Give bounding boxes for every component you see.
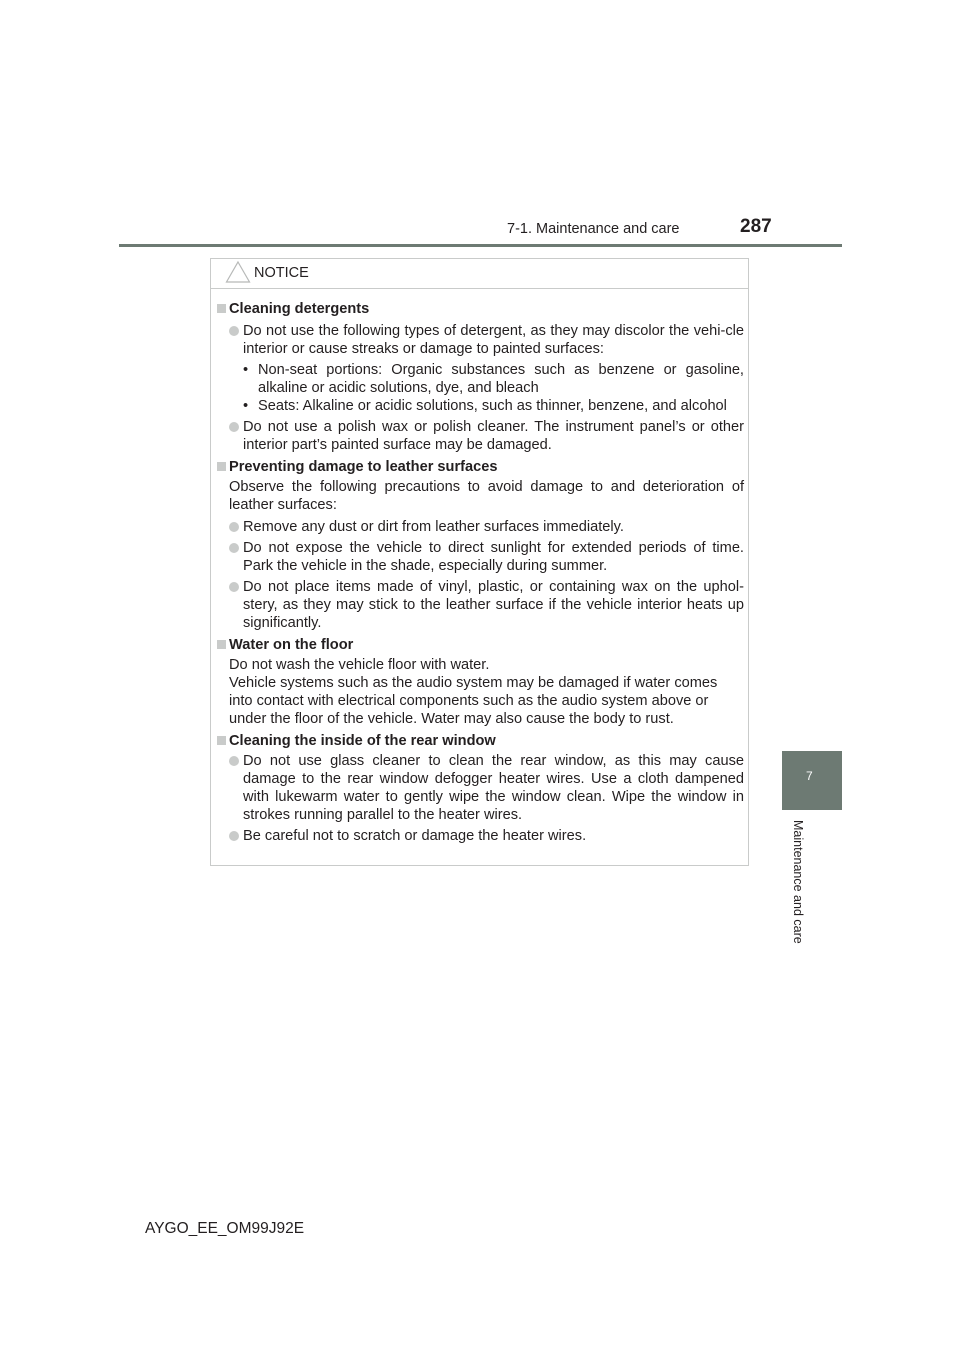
list-item-text: Remove any dust or dirt from leather surfaces immediately. <box>243 519 624 535</box>
section-heading: Cleaning detergents <box>229 301 370 317</box>
list-item-text: Do not place items made of vinyl, plastic, or containing wax on the uphol-stery, as they may stick to the leather surface if the vehicle interior heats up significantly. <box>243 579 744 631</box>
header-rule <box>119 244 842 247</box>
section-water-floor <box>217 636 744 728</box>
chapter-label: Maintenance and care <box>791 820 805 944</box>
square-bullet-icon <box>217 462 226 471</box>
square-bullet-icon <box>217 640 226 649</box>
list-item <box>229 322 744 358</box>
circle-bullet-icon <box>229 582 239 592</box>
chapter-number: 7 <box>806 769 813 783</box>
section-heading: Preventing damage to leather surfaces <box>229 459 498 475</box>
sub-list-item <box>229 361 744 397</box>
section-cleaning-detergents <box>217 300 744 454</box>
square-bullet-icon <box>217 304 226 313</box>
dot-bullet-icon: • <box>243 398 249 414</box>
list-item <box>229 539 744 575</box>
sub-list-item-text: Seats: Alkaline or acidic solutions, such as thinner, benzene, and alcohol <box>258 398 727 414</box>
list-item-text: Do not expose the vehicle to direct sunlight for extended periods of time. Park the vehicle in the shade, especially during summer. <box>243 540 744 574</box>
sub-list-item <box>229 397 744 415</box>
page-number: 287 <box>740 216 772 237</box>
circle-bullet-icon <box>229 756 239 766</box>
list-item <box>229 418 744 454</box>
list-item-text: Do not use glass cleaner to clean the rear window, as this may cause damage to the rear window defogger heater wires. Use a cloth dampened with lukewarm water to gently wipe the window clean. Wipe the window in strokes running parallel to the heater wires. <box>243 753 744 823</box>
sub-list-item-text: Non-seat portions: Organic substances such as benzene or gasoline, alkaline or acidic solutions, dye, and bleach <box>258 362 744 396</box>
chapter-tab <box>782 751 842 810</box>
notice-body <box>217 300 744 849</box>
list-item <box>229 578 744 632</box>
list-item <box>229 752 744 824</box>
section-rear-window <box>217 732 744 845</box>
section-title: 7-1. Maintenance and care <box>507 221 680 237</box>
circle-bullet-icon <box>229 522 239 532</box>
section-heading: Water on the floor <box>229 637 354 653</box>
notice-title: NOTICE <box>254 265 309 281</box>
section-intro: Observe the following precautions to avoid damage to and deterioration of leather surfaces: <box>229 479 744 513</box>
document-code: AYGO_EE_OM99J92E <box>145 1220 305 1237</box>
circle-bullet-icon <box>229 543 239 553</box>
paragraph: Do not wash the vehicle floor with water. <box>229 657 490 673</box>
circle-bullet-icon <box>229 831 239 841</box>
list-item-text: Do not use the following types of detergent, as they may discolor the vehi-cle interior or cause streaks or damage to painted surfaces: <box>243 323 744 357</box>
section-leather-surfaces <box>217 458 744 632</box>
list-item <box>229 518 744 536</box>
paragraph: Vehicle systems such as the audio system may be damaged if water comes into contact with electrical components such as the audio system above or under the floor of the vehicle. Water may also cause the body to rust. <box>229 675 718 727</box>
list-item <box>229 827 744 845</box>
list-item-text: Do not use a polish wax or polish cleaner. The instrument panel’s or other interior part’s painted surface may be damaged. <box>243 419 744 453</box>
list-item-text: Be careful not to scratch or damage the heater wires. <box>243 828 587 844</box>
square-bullet-icon <box>217 736 226 745</box>
circle-bullet-icon <box>229 422 239 432</box>
notice-header <box>211 259 748 289</box>
notice-box <box>210 258 749 866</box>
dot-bullet-icon: • <box>243 362 249 378</box>
warning-triangle-icon <box>225 260 251 284</box>
section-heading: Cleaning the inside of the rear window <box>229 733 496 749</box>
circle-bullet-icon <box>229 326 239 336</box>
